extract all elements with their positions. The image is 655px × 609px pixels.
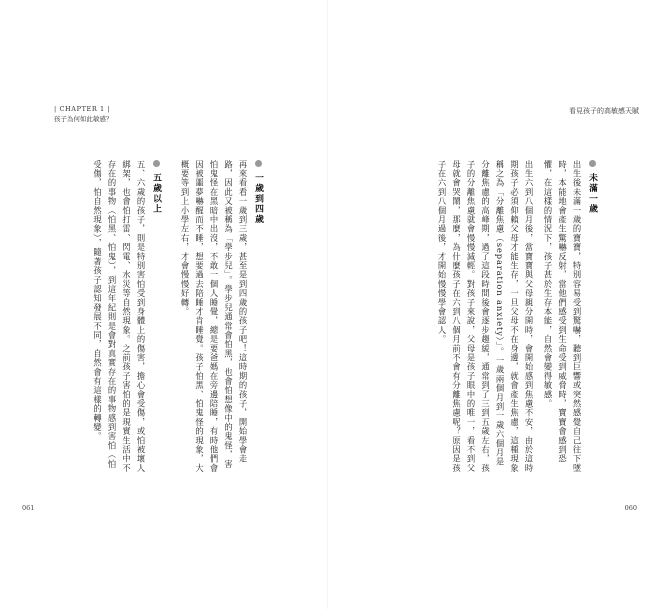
section-heading-under-1 xyxy=(586,160,599,214)
left-page xyxy=(0,0,327,609)
paragraph-under-1-b: 出生六到八個月後，當寶寶與父母親分開時，會開始感到焦慮不安，由於這時期孩子必須仰賴父母才能生存，一旦父母不在身邊，就會產生焦慮，這種現象稱之為「分離焦慮（separation anxiety）」。一歲兩個月到一歲六個月是分離焦慮的高峰期，過了這段時間後會逐步趨緩，通常到了三到五歲左右，孩子的分離焦慮就會慢慢減輕。對孩子來說，父母是孩子眼中的唯一，看不到父母就會哭鬧，那麼，為什麼孩子在六到八個月前不會有分離焦慮呢？原因是孩子在六到八個月過後，才開始慢慢學會認人。 xyxy=(437,160,534,473)
section-heading-text: 一歲到四歲 xyxy=(253,173,263,225)
page-number-right: 060 xyxy=(624,504,637,512)
bullet-dot-icon xyxy=(153,160,160,167)
paragraph-5-plus: 五、六歲的孩子，則是特別害怕受到身體上的傷害，擔心會受傷，或怕被壞人綁架，也會怕打雷、閃電、水災等自然現象。之前孩子害怕的是現實生活中不存在的事物（怕黑、怕鬼），到這年紀則是會對真實存在的事物感到害怕（怕受傷，怕自然現象），隨著孩子認知發展不同，自然會有這樣的轉變。 xyxy=(92,160,146,473)
paragraph-under-1-a: 出生後未滿一歲的寶寶，特別容易受到驚嚇，聽到巨響或突然感覺自己往下墜時，本能地會產生驚嚇反射，當他們感受到生命受到威脅時，寶寶會感到恐懼，在這樣的情況下，孩子甚於生存本能，自然會變得敏感。 xyxy=(543,160,582,473)
section-heading-text: 未滿一歲 xyxy=(587,173,597,215)
bullet-dot-icon xyxy=(255,160,262,167)
right-page xyxy=(328,0,655,609)
paragraph-1-to-4: 再來看看一歲到三歲，甚至是到四歲的孩子吧！這時期的孩子，開始學會走路，因此又被稱為「學步兒」。學步兒通常會怕黑，也會怕想像中的鬼怪，害怕鬼怪在黑暗中出沒，不敢一個人睡覺，總是要爸媽在旁邊陪睡，有時他們會因被噩夢嚇醒而不睡，想要過去陪睡才肯睡覺。孩子怕黑、怕鬼怪的現象，大概要等到上小學左右，才會慢慢好轉。 xyxy=(180,160,248,473)
running-header-left xyxy=(54,104,113,124)
chapter-label: | CHAPTER 1 | xyxy=(54,105,111,113)
section-heading-text: 五歲以上 xyxy=(151,173,161,215)
bullet-dot-icon xyxy=(589,160,596,167)
running-header-right: 看見孩子的高敏感天賦 xyxy=(569,107,639,115)
page-number-left: 061 xyxy=(22,504,35,512)
section-heading-5-plus xyxy=(150,160,163,214)
section-heading-1-to-4 xyxy=(252,160,265,225)
chapter-title: 孩子為何如此敏感？ xyxy=(54,115,113,123)
